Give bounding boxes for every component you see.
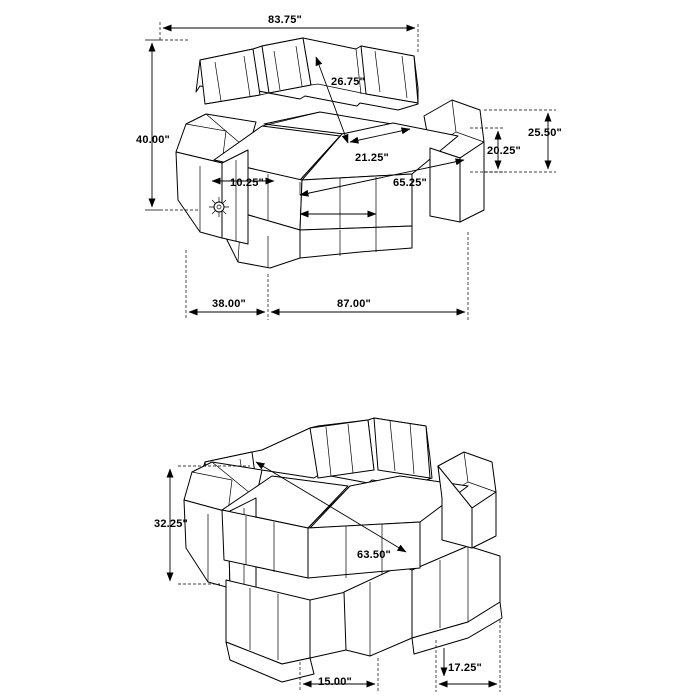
dim-overall-depth: 38.00" xyxy=(212,298,246,310)
dim-footrest-extension: 17.25" xyxy=(448,662,482,674)
dim-overall-width-top: 83.75" xyxy=(268,14,302,26)
dim-overall-width-bottom: 87.00" xyxy=(337,298,371,310)
sofa-outline-reclined xyxy=(184,418,502,682)
dim-overall-height: 40.00" xyxy=(136,134,170,146)
dim-seat-back-height: 26.75" xyxy=(331,76,365,88)
dim-reclined-base-depth: 15.00" xyxy=(318,676,352,688)
dim-reclined-height: 32.25" xyxy=(154,518,188,530)
dim-arm-height-right: 25.50" xyxy=(528,127,562,139)
dim-reclined-seat-width: 63.50" xyxy=(357,549,391,561)
dim-seat-width: 65.25" xyxy=(393,177,427,189)
dim-seat-height: 20.25" xyxy=(487,145,521,157)
dim-arm-width: 10.25" xyxy=(230,177,264,189)
dim-seat-depth: 21.25" xyxy=(355,152,389,164)
